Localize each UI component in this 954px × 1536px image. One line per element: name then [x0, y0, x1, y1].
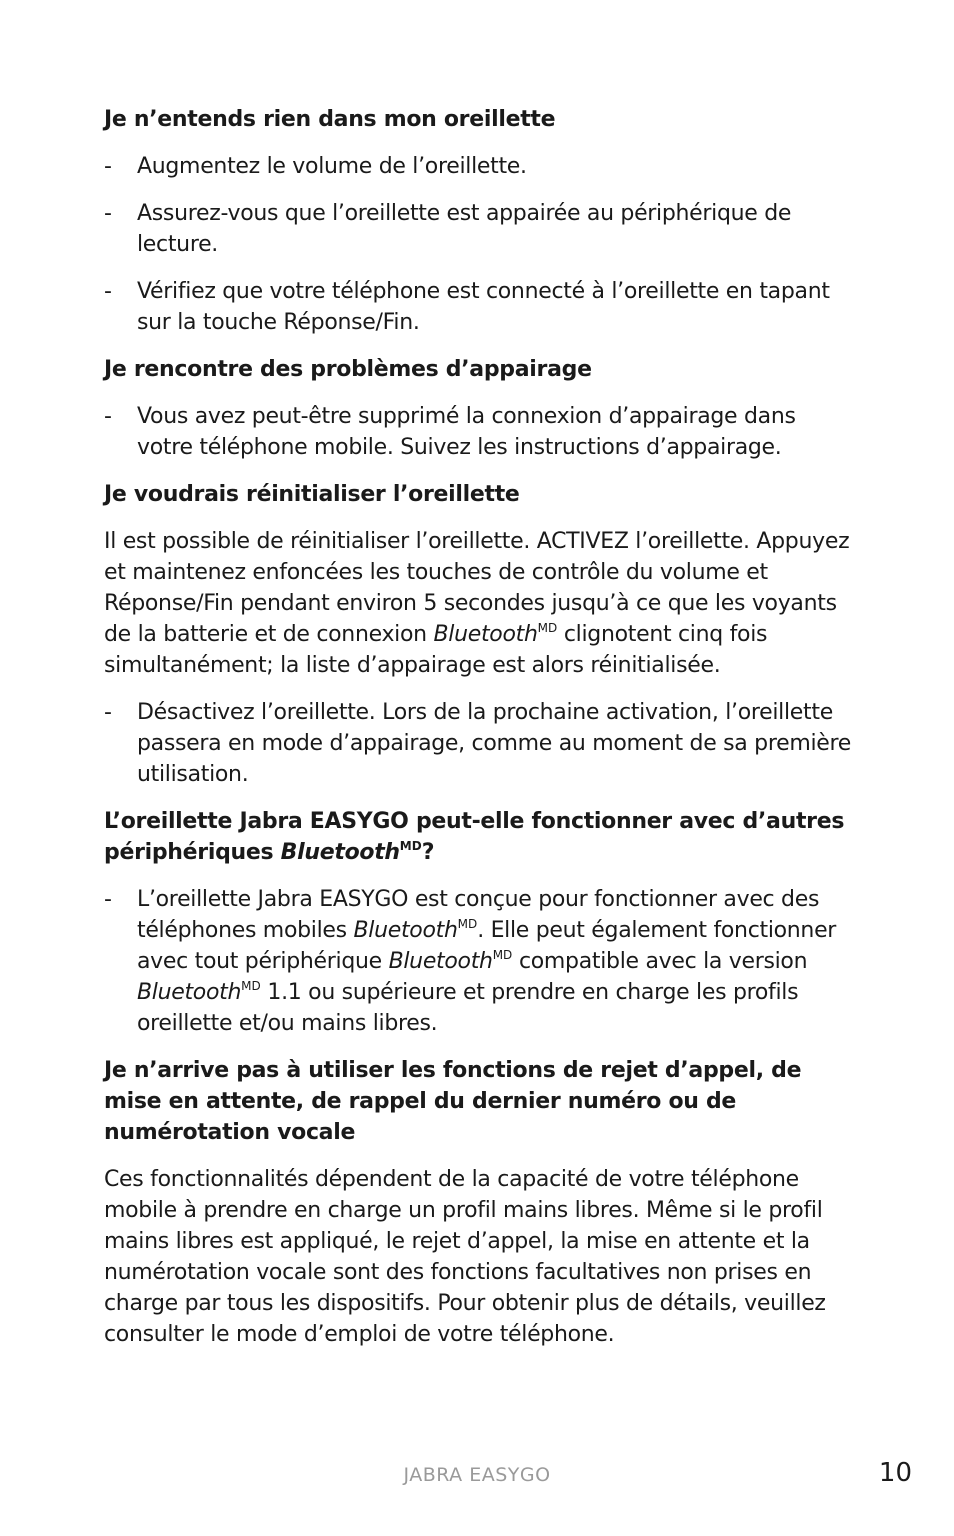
bullet-item — [104, 884, 854, 1039]
bullet-text-italic: Bluetooth — [388, 949, 493, 974]
bullet-item — [104, 151, 854, 182]
reset-text-italic: Bluetooth — [433, 622, 538, 647]
reset-paragraph — [104, 526, 854, 681]
bullet-item — [104, 276, 854, 338]
trademark-sup: MD — [492, 948, 513, 962]
bullet-text-italic: Bluetooth — [353, 918, 458, 943]
bullet-text: Désactivez l’oreillette. Lors de la prochaine activation, l’oreillette passera en mode d’appairage, comme au moment de sa première utilisation. — [137, 700, 852, 787]
trademark-sup: MD — [457, 917, 478, 931]
bullet-text: Augmentez le volume de l’oreillette. — [137, 154, 527, 179]
bullet-dash: - — [104, 700, 112, 725]
bullet-text — [137, 887, 836, 1036]
section-heading-no-sound: Je n’entends rien dans mon oreillette — [104, 107, 556, 132]
bullet-text-part: L’oreillette Jabra EASYGO est conçue pour fonctionner avec des téléphones mobiles — [137, 887, 820, 943]
trademark-sup: MD — [537, 621, 558, 635]
trademark-sup: MD — [241, 979, 261, 993]
bullet-text-part: 1.1 ou supérieure et prendre en charge les profils oreillette et/ou mains libres. — [137, 980, 799, 1036]
bullet-text: Assurez-vous que l’oreillette est appairée au périphérique de lecture. — [137, 201, 792, 257]
bullet-dash: - — [104, 404, 112, 429]
bullet-item — [104, 198, 854, 260]
bullet-text-italic: Bluetooth — [137, 980, 242, 1005]
trademark-sup: MD — [399, 839, 422, 853]
bullet-dash: - — [104, 154, 112, 179]
heading-text-before: L’oreillette Jabra EASYGO peut-elle fonctionner avec d’autres périphériques — [104, 809, 845, 865]
footer-brand: JABRA EASYGO — [403, 1464, 551, 1486]
heading-text-after: ? — [421, 840, 435, 865]
bullet-dash: - — [104, 201, 112, 226]
reset-text-before: Il est possible de réinitialiser l’oreillette. ACTIVEZ l’oreillette. Appuyez et maintenez enfoncées les touches de contrôle du volume et Réponse/Fin pendant environ 5 secondes jusqu’à ce que les voyants de la batterie et de connexion — [104, 529, 850, 647]
call-functions-paragraph: Ces fonctionnalités dépendent de la capacité de votre téléphone mobile à prendre en charge un profil mains libres. Même si le profil mains libres est appliqué, le rejet d’appel, la mise en attente et la numérotation vocale sont des fonctions facultatives non prises en charge par tous les dispositifs. Pour obtenir plus de détails, veuillez consulter le mode d’emploi de votre téléphone. — [104, 1167, 826, 1347]
bullet-item — [104, 697, 854, 790]
page-number: 10 — [878, 1458, 912, 1488]
section-heading-other-devices — [104, 806, 854, 868]
page-content — [104, 104, 854, 1366]
bullet-text: Vous avez peut-être supprimé la connexion d’appairage dans votre téléphone mobile. Suivez les instructions d’appairage. — [137, 404, 796, 460]
bullet-dash: - — [104, 887, 112, 912]
bullet-dash: - — [104, 279, 112, 304]
bullet-text-part: . Elle peut également fonctionner avec tout périphérique — [137, 918, 837, 974]
reset-text-after: clignotent cinq fois simultanément; la liste d’appairage est alors réinitialisée. — [104, 622, 768, 678]
section-heading-pairing-problems: Je rencontre des problèmes d’appairage — [104, 357, 592, 382]
section-heading-call-functions: Je n’arrive pas à utiliser les fonctions de rejet d’appel, de mise en attente, de rappel du dernier numéro ou de numérotation vocale — [104, 1058, 802, 1145]
bullet-item — [104, 401, 854, 463]
bullet-text: Vérifiez que votre téléphone est connecté à l’oreillette en tapant sur la touche Réponse/Fin. — [137, 279, 830, 335]
section-heading-reset: Je voudrais réinitialiser l’oreillette — [104, 482, 520, 507]
heading-text-italic: Bluetooth — [280, 840, 400, 865]
bullet-text-part: compatible avec la version — [512, 949, 808, 974]
